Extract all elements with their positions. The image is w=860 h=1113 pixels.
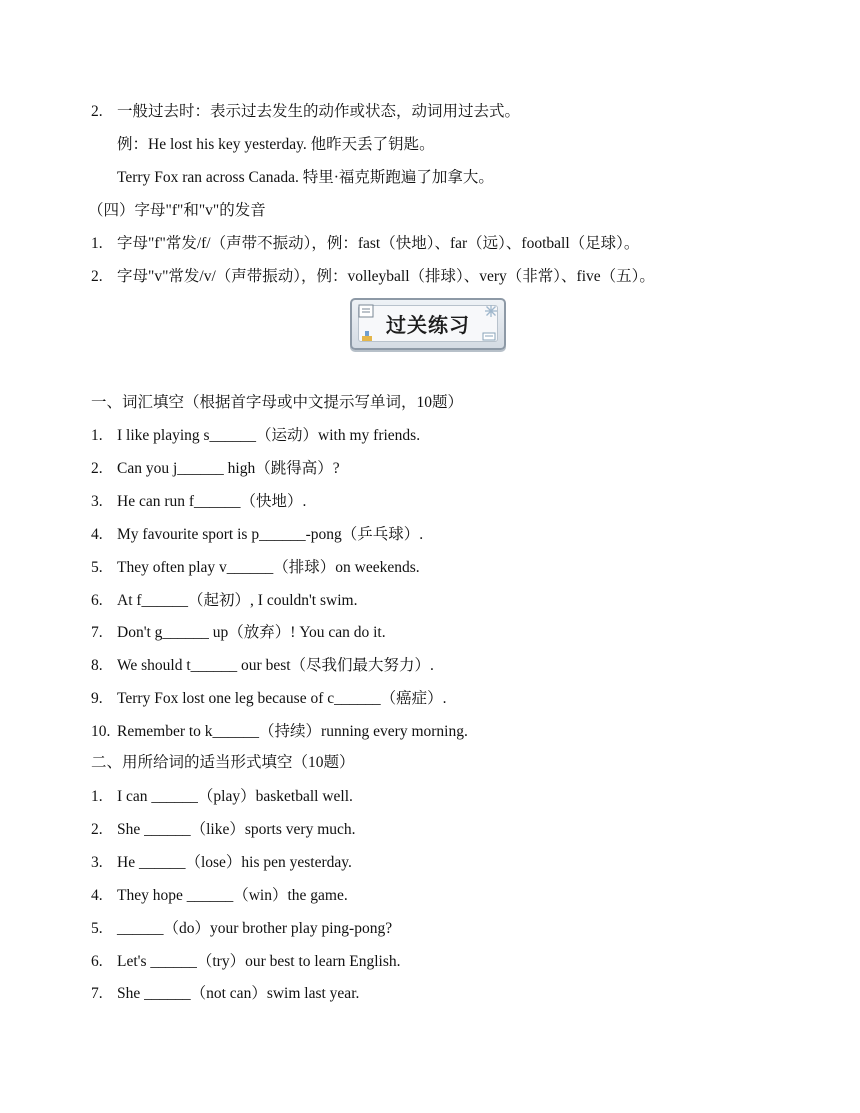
phonics-item xyxy=(91,267,655,287)
item-number: 10. xyxy=(91,723,111,741)
grammar-item-2 xyxy=(91,102,520,122)
exercise-item xyxy=(91,886,348,906)
item-number: 6. xyxy=(91,952,103,970)
item-text: At f______（起初）, I couldn't swim. xyxy=(117,591,358,609)
item-number: 2. xyxy=(91,820,103,838)
item-number: 6. xyxy=(91,591,103,609)
exercise-item xyxy=(91,787,353,807)
exercise-item xyxy=(91,919,392,939)
item-text: They often play v______（排球）on weekends. xyxy=(117,558,420,576)
trophy-icon xyxy=(360,330,374,342)
item-number: 1. xyxy=(91,427,103,444)
item-number: 4. xyxy=(91,525,103,543)
item-number: 9. xyxy=(91,690,103,708)
item-text: 字母"f"常发/f/（声带不振动），例：fast（快地）、far（远）、football（足球）。 xyxy=(117,235,640,252)
item-text: 字母"v"常发/v/（声带振动），例：volleyball（排球）、very（非常）、five（五）。 xyxy=(117,268,655,285)
item-text: Let's ______（try）our best to learn English. xyxy=(117,952,401,970)
exercise-item xyxy=(91,525,423,545)
exercise-item xyxy=(91,623,386,643)
item-text: They hope ______（win）the game. xyxy=(117,886,348,904)
item-text: We should t______ our best（尽我们最大努力）. xyxy=(117,657,434,675)
item-number: 1. xyxy=(91,235,103,252)
exercise-item xyxy=(91,820,356,840)
book-icon xyxy=(358,304,374,318)
exercise-item xyxy=(91,984,359,1004)
badge-panel xyxy=(358,305,498,342)
item-text: I can ______（play）basketball well. xyxy=(117,788,353,805)
pencil-icon xyxy=(482,330,496,342)
item-number: 5. xyxy=(91,558,103,576)
snowflake-icon xyxy=(484,304,498,318)
item-number: 7. xyxy=(91,985,103,1003)
item-number: 3. xyxy=(91,853,103,871)
example-line-1: 例：He lost his key yesterday. 他昨天丢了钥匙。 xyxy=(117,136,435,153)
item-number: 4. xyxy=(91,886,103,904)
exercise-item xyxy=(91,459,340,479)
item-number: 1. xyxy=(91,788,103,805)
phonics-heading: （四）字母"f"和"v"的发音 xyxy=(88,202,266,219)
section1-heading: 一、词汇填空（根据首字母或中文提示写单词，10题） xyxy=(91,394,464,411)
item-number: 2. xyxy=(91,268,103,285)
exercise-item xyxy=(91,722,468,742)
exercise-item xyxy=(91,492,306,512)
item-number: 8. xyxy=(91,657,103,675)
exercise-item xyxy=(91,952,400,972)
exercise-item xyxy=(91,689,447,709)
item-number: 2. xyxy=(91,103,103,120)
item-text: Don't g______ up（放弃）! You can do it. xyxy=(117,624,386,642)
item-text: Terry Fox lost one leg because of c______（癌症）. xyxy=(117,690,447,708)
item-text: She ______（like）sports very much. xyxy=(117,820,356,838)
section2-heading: 二、用所给词的适当形式填空（10题） xyxy=(91,754,355,771)
item-text: He ______（lose）his pen yesterday. xyxy=(117,853,352,871)
item-text: He can run f______（快地）. xyxy=(117,492,307,510)
item-text: She ______（not can）swim last year. xyxy=(117,985,360,1003)
item-text: Remember to k______（持续）running every morning. xyxy=(117,723,468,741)
item-number: 3. xyxy=(91,492,103,510)
exercise-item xyxy=(91,426,420,446)
item-text: 一般过去时：表示过去发生的动作或状态，动词用过去式。 xyxy=(117,103,521,120)
example-line-2: Terry Fox ran across Canada. 特里·福克斯跑遍了加拿大。 xyxy=(117,169,494,186)
badge-label: 过关练习 xyxy=(386,313,470,337)
item-text: ______（do）your brother play ping-pong? xyxy=(117,919,393,937)
item-number: 7. xyxy=(91,624,103,642)
phonics-item xyxy=(91,234,639,254)
exercise-item xyxy=(91,591,357,611)
item-text: Can you j______ high（跳得高）? xyxy=(117,459,340,477)
item-number: 5. xyxy=(91,919,103,937)
exercise-item xyxy=(91,656,434,676)
item-text: I like playing s______（运动）with my friends. xyxy=(117,427,421,444)
item-text: My favourite sport is p______-pong（乒乓球）. xyxy=(117,525,424,543)
exercise-item xyxy=(91,853,352,873)
practice-badge xyxy=(350,298,506,350)
exercise-item xyxy=(91,558,420,578)
item-number: 2. xyxy=(91,459,103,477)
